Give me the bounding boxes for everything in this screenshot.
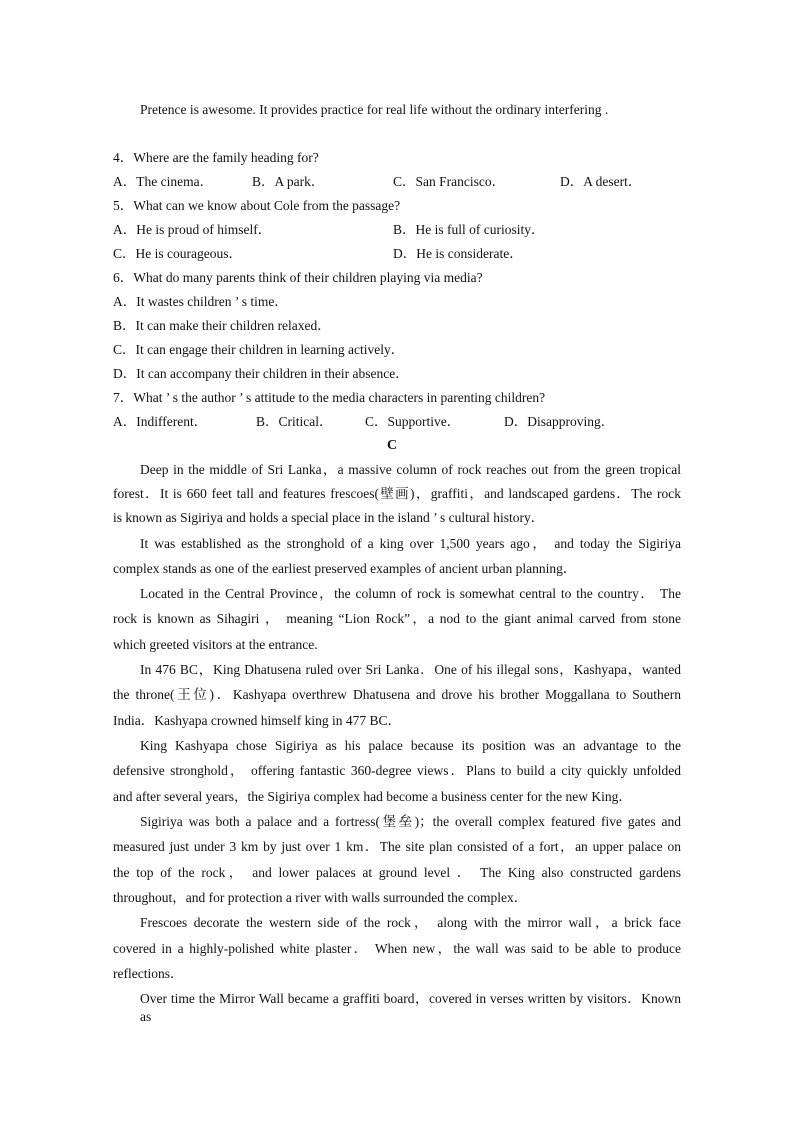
question-7-option-b[interactable]: B．Critical． xyxy=(256,414,333,429)
passage-line: forest．It is 660 feet tall and features frescoes(壁画)，graffiti，and landscaped gardens．The rock xyxy=(113,486,681,501)
passage-line: King Kashyapa chose Sigiriya as his palace because its position was an advantage to the xyxy=(140,738,681,753)
question-6-option-b[interactable]: B．It can make their children relaxed． xyxy=(113,318,331,333)
question-4-stem: 4．Where are the family heading for? xyxy=(113,150,319,165)
question-4-option-c[interactable]: C．San Francisco． xyxy=(393,174,506,189)
question-5-option-c[interactable]: C．He is courageous． xyxy=(113,246,242,261)
passage-line: the throne(王位)．Kashyapa overthrew Dhatusena and drove his brother Moggallana to Southern xyxy=(113,687,681,702)
passage-line: Sigiriya was both a palace and a fortress(堡垒)；the overall complex featured five gates and xyxy=(140,814,681,829)
question-4-option-d[interactable]: D．A desert． xyxy=(560,174,642,189)
passage-line: measured just under 3 km by just over 1 km．The site plan consisted of a fort，an upper palace on xyxy=(113,839,681,854)
passage-line: In 476 BC，King Dhatusena ruled over Sri Lanka．One of his illegal sons，Kashyapa，wanted xyxy=(140,662,681,677)
passage-line: Over time the Mirror Wall became a graffiti board，covered in verses written by visitors．Known as xyxy=(140,991,681,1024)
passage-line: India．Kashyapa crowned himself king in 477 BC． xyxy=(113,713,401,728)
passage-line: throughout，and for protection a river with walls surrounded the complex． xyxy=(113,890,528,905)
passage-line: and after several years，the Sigiriya complex had become a business center for the new King． xyxy=(113,789,632,804)
passage-line: covered in a highly-polished white plaster． When new，the wall was said to be able to produce xyxy=(113,941,681,956)
question-6-option-a[interactable]: A．It wastes children ’ s time． xyxy=(113,294,288,309)
passage-line: the top of the rock， and lower palaces at ground level ． The King also constructed gardens xyxy=(113,865,681,880)
question-6-stem: 6．What do many parents think of their children playing via media? xyxy=(113,270,483,285)
question-6-option-c[interactable]: C．It can engage their children in learning actively． xyxy=(113,342,405,357)
question-7-option-a[interactable]: A．Indifferent． xyxy=(113,414,208,429)
question-7-option-d[interactable]: D．Disapproving． xyxy=(504,414,615,429)
section-heading: C xyxy=(387,438,398,453)
question-6-option-d[interactable]: D．It can accompany their children in their absence． xyxy=(113,366,409,381)
question-5-stem: 5．What can we know about Cole from the passage? xyxy=(113,198,401,213)
intro-line: Pretence is awesome. It provides practice for real life without the ordinary interfering . xyxy=(140,102,609,117)
passage-line: complex stands as one of the earliest preserved examples of ancient urban planning． xyxy=(113,561,577,576)
passage-line: Frescoes decorate the western side of the rock， along with the mirror wall，a brick face xyxy=(140,915,681,930)
passage-line: reflections． xyxy=(113,966,184,981)
question-4-option-a[interactable]: A．The cinema． xyxy=(113,174,214,189)
question-5-option-b[interactable]: B．He is full of curiosity． xyxy=(393,222,545,237)
question-5-option-d[interactable]: D．He is considerate． xyxy=(393,246,523,261)
passage-line: is known as Sigiriya and holds a special place in the island ’ s cultural history． xyxy=(113,510,545,525)
question-4-option-b[interactable]: B．A park． xyxy=(252,174,325,189)
passage-line: which greeted visitors at the entrance. xyxy=(113,637,318,652)
question-7-option-c[interactable]: C．Supportive． xyxy=(365,414,461,429)
question-5-option-a[interactable]: A．He is proud of himself． xyxy=(113,222,272,237)
passage-line: Deep in the middle of Sri Lanka，a massive column of rock reaches out from the green tropical xyxy=(140,462,681,477)
passage-line: Located in the Central Province，the column of rock is somewhat central to the country． The xyxy=(140,586,681,601)
passage-line: rock is known as Sihagiri ， meaning “Lion Rock”，a nod to the giant animal carved from stone xyxy=(113,611,681,626)
passage-line: defensive stronghold， offering fantastic 360-degree views．Plans to build a city quickly unfolded xyxy=(113,763,681,778)
passage-line: It was established as the stronghold of a king over 1,500 years ago， and today the Sigiriya xyxy=(140,536,681,551)
question-7-stem: 7．What ’ s the author ’ s attitude to the media characters in parenting children? xyxy=(113,390,546,405)
